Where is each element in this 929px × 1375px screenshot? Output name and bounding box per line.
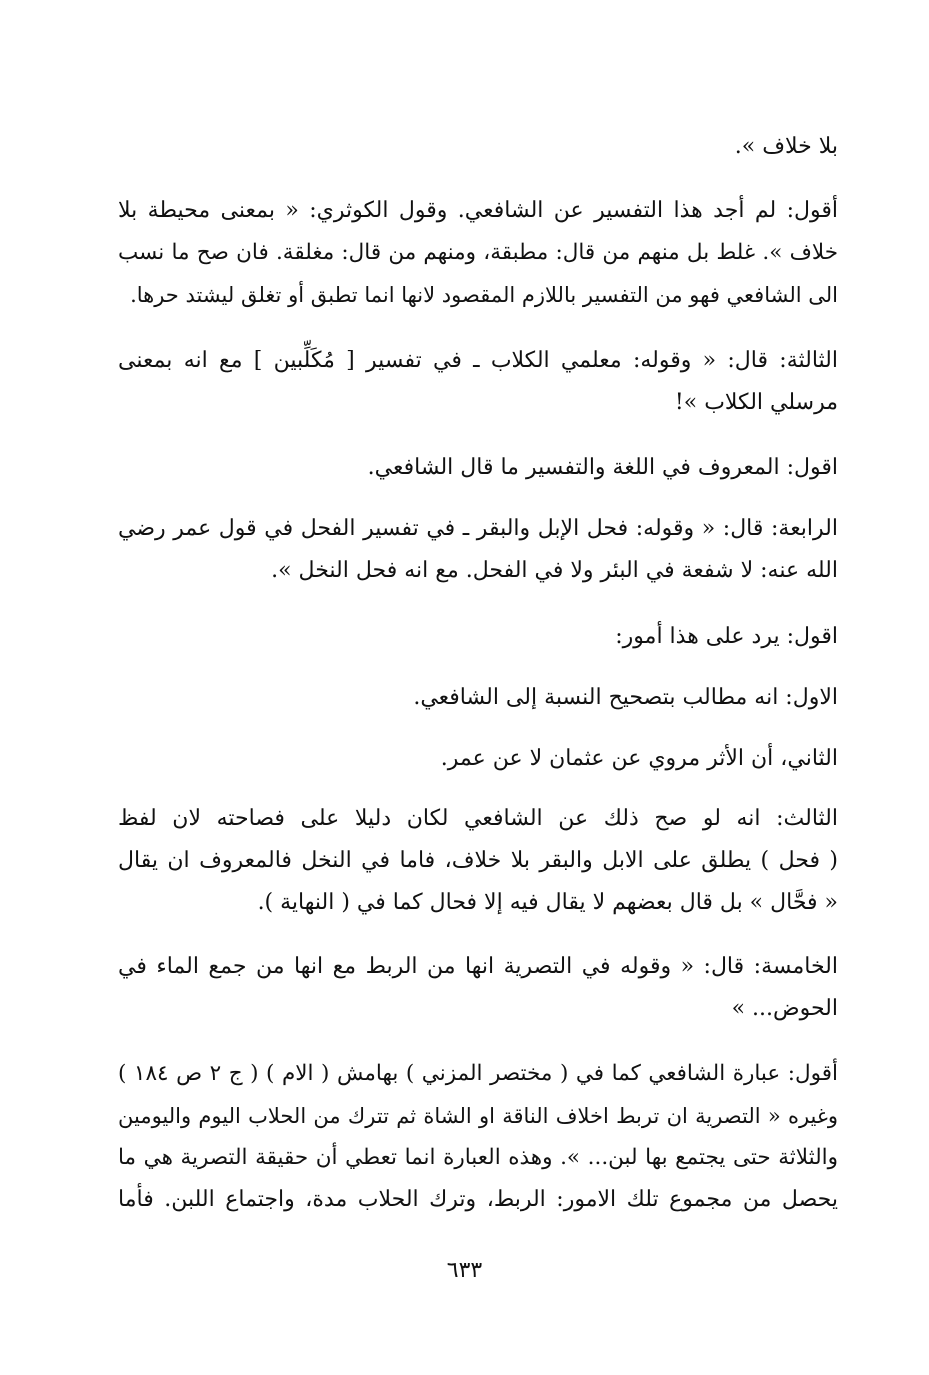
text-line: الرابعة: قال: « وقوله: فحل الإبل والبقر ـ في تفسير الفحل في قول عمر رضي bbox=[118, 516, 838, 541]
text-line: اقول: المعروف في اللغة والتفسير ما قال الشافعي. bbox=[367, 455, 838, 480]
paragraph-7 bbox=[118, 677, 838, 719]
text-line: والثلاثة حتى يجتمع بها لبن... ». وهذه العبارة انما تعطي أن حقيقة التصرية هي ما bbox=[118, 1145, 838, 1170]
paragraph-8 bbox=[118, 738, 838, 780]
text-line: الثالثة: قال: « وقوله: معلمي الكلاب ـ في تفسير [ مُكَلِّبين ] مع انه بمعنى bbox=[118, 348, 838, 373]
paragraph-3 bbox=[118, 340, 838, 424]
paragraph-5 bbox=[118, 508, 838, 592]
paragraph-4 bbox=[118, 447, 838, 489]
text-line: الله عنه: لا شفعة في البئر ولا في الفحل. مع انه فحل النخل ». bbox=[271, 558, 838, 583]
text-line: الحوض... » bbox=[731, 996, 838, 1021]
text-line: الثالث: انه لو صح ذلك عن الشافعي لكان دليلا على فصاحته لان لفظ bbox=[118, 806, 838, 831]
page-number: ٦٣٣ bbox=[446, 1258, 483, 1283]
text-line: أقول: لم أجد هذا التفسير عن الشافعي. وقول الكوثري: « بمعنى محيطة بلا bbox=[118, 198, 838, 223]
paragraph-1 bbox=[118, 126, 838, 168]
text-line: اقول: يرد على هذا أمور: bbox=[615, 624, 838, 649]
paragraph-2 bbox=[118, 190, 838, 316]
paragraph-9 bbox=[118, 798, 838, 924]
paragraph-10 bbox=[118, 946, 838, 1030]
text-line: الخامسة: قال: « وقوله في التصرية انها من الربط مع انها من جمع الماء في bbox=[118, 954, 838, 979]
text-line: بلا خلاف ».‏ bbox=[734, 134, 838, 159]
text-line: الثاني، أن الأثر مروي عن عثمان لا عن عمر. bbox=[440, 746, 838, 771]
text-line: ( فحل ) يطلق على الابل والبقر بلا خلاف، فاما في النخل فالمعروف ان يقال bbox=[118, 848, 838, 873]
text-line: يحصل من مجموع تلك الامور: الربط، وترك الحلاب مدة، واجتماع اللبن. فأما bbox=[118, 1187, 838, 1212]
paragraph-11 bbox=[118, 1053, 838, 1221]
paragraph-6 bbox=[118, 616, 838, 658]
text-line: وغيره « التصرية ان تربط اخلاف الناقة او الشاة ثم تترك من الحلاب اليوم واليومين bbox=[118, 1104, 838, 1128]
text-line: الاول: انه مطالب بتصحيح النسبة إلى الشافعي. bbox=[413, 685, 838, 710]
text-line: خلاف ». غلط بل منهم من قال: مطبقة، ومنهم من قال: مغلقة. فان صح ما نسب bbox=[118, 240, 838, 265]
text-line: الى الشافعي فهو من التفسير باللازم المقصود لانها انما تطبق أو تغلق ليشتد حرها. bbox=[130, 283, 838, 307]
text-line: « فحَّال » بل قال بعضهم لا يقال فيه إلا فحال كما في ( النهاية ). bbox=[257, 890, 838, 915]
text-line: أقول: عبارة الشافعي كما في ( مختصر المزني ) بهامش ( الام ) ( ج ٢ ص ١٨٤ ) bbox=[118, 1061, 838, 1086]
text-line: مرسلي الكلاب »! bbox=[674, 390, 838, 415]
